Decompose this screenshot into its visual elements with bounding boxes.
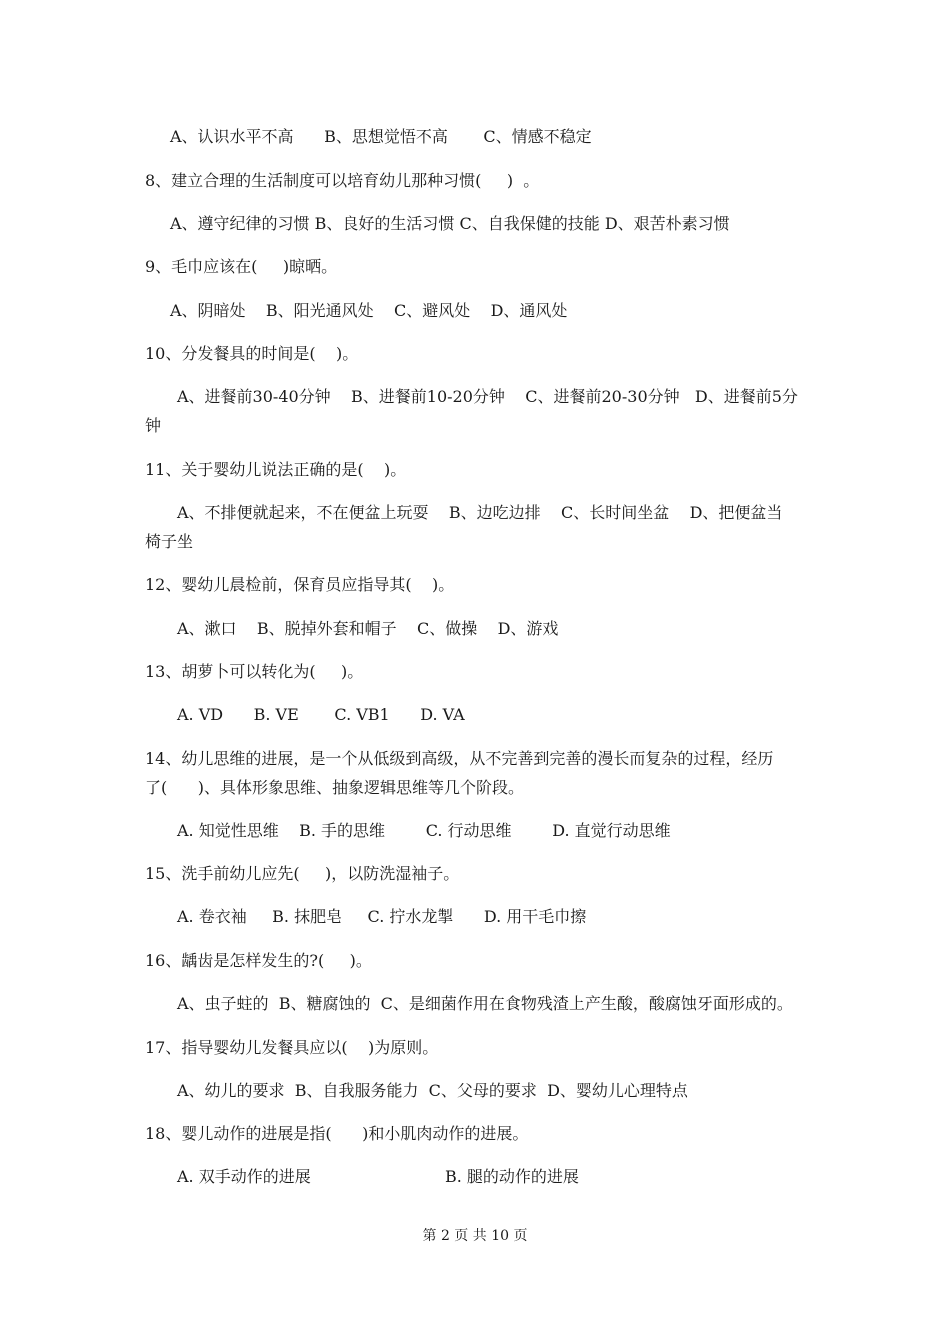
q10-options: A、进餐前30-40分钟 B、进餐前10-20分钟 C、进餐前20-30分钟 D、进餐前5分 xyxy=(177,387,798,406)
q18-option-a: A. 双手动作的进展 xyxy=(177,1167,311,1186)
q13-stem: 13、胡萝卜可以转化为( )。 xyxy=(145,662,364,681)
q15-options: A. 卷衣袖 B. 抹肥皂 C. 拧水龙掣 D. 用干毛巾擦 xyxy=(177,907,587,926)
q9-options: A、阴暗处 B、阳光通风处 C、避风处 D、通风处 xyxy=(170,301,568,320)
q10-options-cont: 钟 xyxy=(145,416,162,435)
q18-option-b: B. 腿的动作的进展 xyxy=(445,1167,579,1186)
q13-options: A. VD B. VE C. VB1 D. VA xyxy=(177,705,465,724)
q17-options: A、幼儿的要求 B、自我服务能力 C、父母的要求 D、婴幼儿心理特点 xyxy=(177,1081,688,1100)
q17-stem: 17、指导婴幼儿发餐具应以( )为原则。 xyxy=(145,1038,439,1057)
q15-stem: 15、洗手前幼儿应先( )，以防洗湿袖子。 xyxy=(145,864,460,883)
q12-stem: 12、婴幼儿晨检前，保育员应指导其( )。 xyxy=(145,575,455,594)
page-footer: 第 2 页 共 10 页 xyxy=(422,1228,528,1244)
q14-options: A. 知觉性思维 B. 手的思维 C. 行动思维 D. 直觉行动思维 xyxy=(177,821,671,840)
q16-options: A、虫子蛀的 B、糖腐蚀的 C、是细菌作用在食物残渣上产生酸，酸腐蚀牙面形成的。 xyxy=(177,994,793,1013)
q11-stem: 11、关于婴幼儿说法正确的是( )。 xyxy=(145,460,407,479)
q8-options: A、遵守纪律的习惯 B、良好的生活习惯 C、自我保健的技能 D、艰苦朴素习惯 xyxy=(170,214,730,233)
q11-options-cont: 椅子坐 xyxy=(145,532,194,551)
q14-stem: 14、幼儿思维的进展，是一个从低级到高级，从不完善到完善的漫长而复杂的过程，经历 xyxy=(145,749,774,768)
q10-stem: 10、分发餐具的时间是( )。 xyxy=(145,344,359,363)
q8-stem: 8、建立合理的生活制度可以培育幼儿那种习惯( ) 。 xyxy=(145,171,540,190)
q12-options: A、漱口 B、脱掉外套和帽子 C、做操 D、游戏 xyxy=(177,619,559,638)
q14-stem-cont: 了( )、具体形象思维、抽象逻辑思维等几个阶段。 xyxy=(145,778,525,797)
q18-stem: 18、婴儿动作的进展是指( )和小肌肉动作的进展。 xyxy=(145,1124,529,1143)
q7-options: A、认识水平不高 B、思想觉悟不高 C、情感不稳定 xyxy=(170,127,592,146)
q11-options: A、不排便就起来，不在便盆上玩耍 B、边吃边排 C、长时间坐盆 D、把便盆当 xyxy=(177,503,783,522)
q9-stem: 9、毛巾应该在( )晾晒。 xyxy=(145,257,338,276)
q16-stem: 16、龋齿是怎样发生的?( )。 xyxy=(145,951,372,970)
